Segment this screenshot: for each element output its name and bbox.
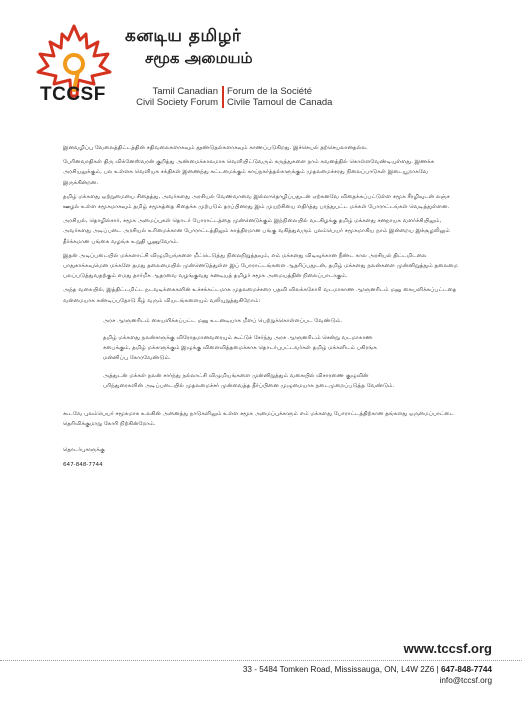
footer-phone: 647-848-7744 bbox=[441, 665, 492, 674]
org-name-english bbox=[96, 86, 218, 108]
paragraph-5: இதன் அடிப்படையில் மக்களாட்சி விழுமியங்களை மீட்டெடுத்து நிலைநிறுத்தவும், எம் மக்களது விடிவுக்கான நீண்ட கால அரசியல் திட்டமிடலை பாதுகாக்கவுமென மக்களே தமது தலைமையில் முன்னெடுத்துள்ள இப் போராட்டங்களை ஆதரிப்பதுடன், தமிழ் மக்களது நலன்களை முன்னிறுத்தும் தலைமை பலப்படுத்துவதற்கும் எமது தார்மீக ஆதரவை வழங்குவது கனடியத் தமிழர் சமூக அமையத்தின் நிலைப்பாடாகும். bbox=[63, 252, 458, 280]
demand-item-3: அத்துடன் மக்கள் நலன் சார்ந்து நல்லாட்சி விழுமியங்களை முன்னிறுத்தும் வகையில் விசாரணை குழுவின் பரிந்துரைகளின் அடிப்படையில் முதலமைச்சர் முன்வைத்த தீர்ப்பினை முழுமையாக நடைமுறைப்படுத்த வேண்டும். bbox=[103, 372, 395, 389]
email-link[interactable]: info@tccsf.org bbox=[439, 676, 492, 685]
paragraph-4: அரசியல், தொழில்சார், சமூக அமைப்புகள் தொடர் போராட்டத்தை முன்னெடுக்கும் இந்நிலையில் வடகிழக்கு தமிழ் மக்களது சனநாயக வளர்ச்சியிலும், அவர்களது அடிப்படை அரசியல் உரிமைக்கான போராட்டத்திலும் காத்திரமான பங்கு வகித்துவரும் புலம்பெயர் சமூகமாகிய நாம் இன்றைய இச்சூழலிலும் தீர்க்கமான பங்கை வழங்க உறுதி பூணுவோம். bbox=[63, 218, 450, 245]
org-name-french bbox=[227, 86, 332, 108]
contact-phone: 647-848-7744 bbox=[63, 461, 103, 468]
footer-divider bbox=[0, 660, 522, 661]
footer-address bbox=[243, 665, 492, 674]
contact-label: தொடர்புகளுக்கு bbox=[63, 447, 105, 454]
paragraph-2: பேரினவாதிகள் திரு விக்னேஸ்வரன் குறித்து அண்மைக்காலமாக வெளியிட்டுவரும் கருத்துகளை நாம் கவனத்தில் கொள்ளவேண்டியுள்ளது. இணக்க அரசியலுக்கும், பல உள்ளக வெளியக சக்திகள் இணைந்து கட்டமைக்கும் காய்நகர்த்தல்களுக்கும் முதலமைச்சரது நிலைப்பாடுகள் இடையூறாகவே இருக்கின்றன. bbox=[63, 159, 435, 186]
name-divider bbox=[222, 86, 224, 108]
org-name-french-line2: Civile Tamoul de Canada bbox=[227, 97, 333, 108]
org-name-french-line1: Forum de la Société bbox=[227, 86, 313, 97]
demands-list bbox=[103, 316, 401, 391]
website-link[interactable]: www.tccsf.org bbox=[403, 641, 492, 656]
demand-item-1: அரச ஆளுனரிடம் கையளிக்கப்பட்ட மனு உடனடியாக மீளப் பெற்றுக்கொள்ளப்பட வேண்டும். bbox=[103, 317, 343, 324]
paragraph-3: தமிழ் மக்களது ஒற்றுமையை சிதைத்து, அவர்களது அரசியல் வேணவாவை இல்லாதொழிப்பதுடன் ஏற்கனவே விதைக்கப்பட்டுள்ள சமூக சீரழிவுடன் லஞ்ச ஊழல் உள்ள சமூகமாகவும் தமிழ் சமூகத்தை சிதைக்க முற்படும் தரப்பினரது இம் முயற்சியை எதிர்த்து பரந்துபட்ட மக்கள் போராட்டங்கள் வெடித்துள்ளன. bbox=[63, 193, 450, 211]
demand-item-2: தமிழ் மக்களது நலன்களுக்கு விரோதமானவரையும் கூட்டுச் சேர்ந்து அரச ஆளுனரிடம் சென்று வடமாகாண சபைக்கும், தமிழ் மக்களுக்கும் இழுக்கு விளைவித்தமைக்காக தொடர்புபட்டவர்கள் தமிழ் மக்களிடம் பகிரங்க மன்னிப்பு கோரவேண்டும். bbox=[103, 335, 377, 362]
org-name-tamil: கனடிய தமிழர் bbox=[125, 26, 242, 46]
closing-paragraph: கூடவே புலம்பெயர் சமூகமாக உலகின் அனைத்து நாடுகளிலும் உள்ள சமூக அமைப்புக்களும் எம் மக்களது போராட்டத்திற்கான தங்களது ஒருமைப்பாட்டை தெரிவிக்குமாறு கோரி நிற்கின்றோம். bbox=[63, 411, 455, 428]
brand-acronym: TCCSF bbox=[40, 84, 106, 105]
org-name-english-line2: Civil Society Forum bbox=[136, 97, 218, 108]
letter-body bbox=[63, 143, 459, 474]
address-text: 33 - 5484 Tomken Road, Mississauga, ON, L4W 2Z6 | bbox=[242, 665, 441, 674]
paragraph-6: அந்த வகையில், இத்திட்டமிட்ட நடவடிக்கைகளின் உச்சக்கட்டமாக முதலமைச்சரை பதவி விலக்ககோரி வடமாகாண ஆளுனரிடம் மனு கையளிக்கப்பட்டதை வன்மையாக கண்டிப்பதோடு கீழ் வரும் வியடங்களையும் வலியுறுத்துகிறோம்: bbox=[63, 287, 457, 304]
org-subtitle-tamil: சமூக அமையம் bbox=[145, 49, 253, 67]
paragraph-1: இனவழிப்பு வேலைத்திட்டத்தின் சதிவலைகளாகவும் தூண்டுதல்களாகவும் காணப்படுகிறது. இச்செயல் தற்செயலானதல்ல. bbox=[63, 145, 368, 151]
header-logo bbox=[20, 24, 500, 116]
org-name-english-line1: Tamil Canadian bbox=[152, 86, 218, 97]
